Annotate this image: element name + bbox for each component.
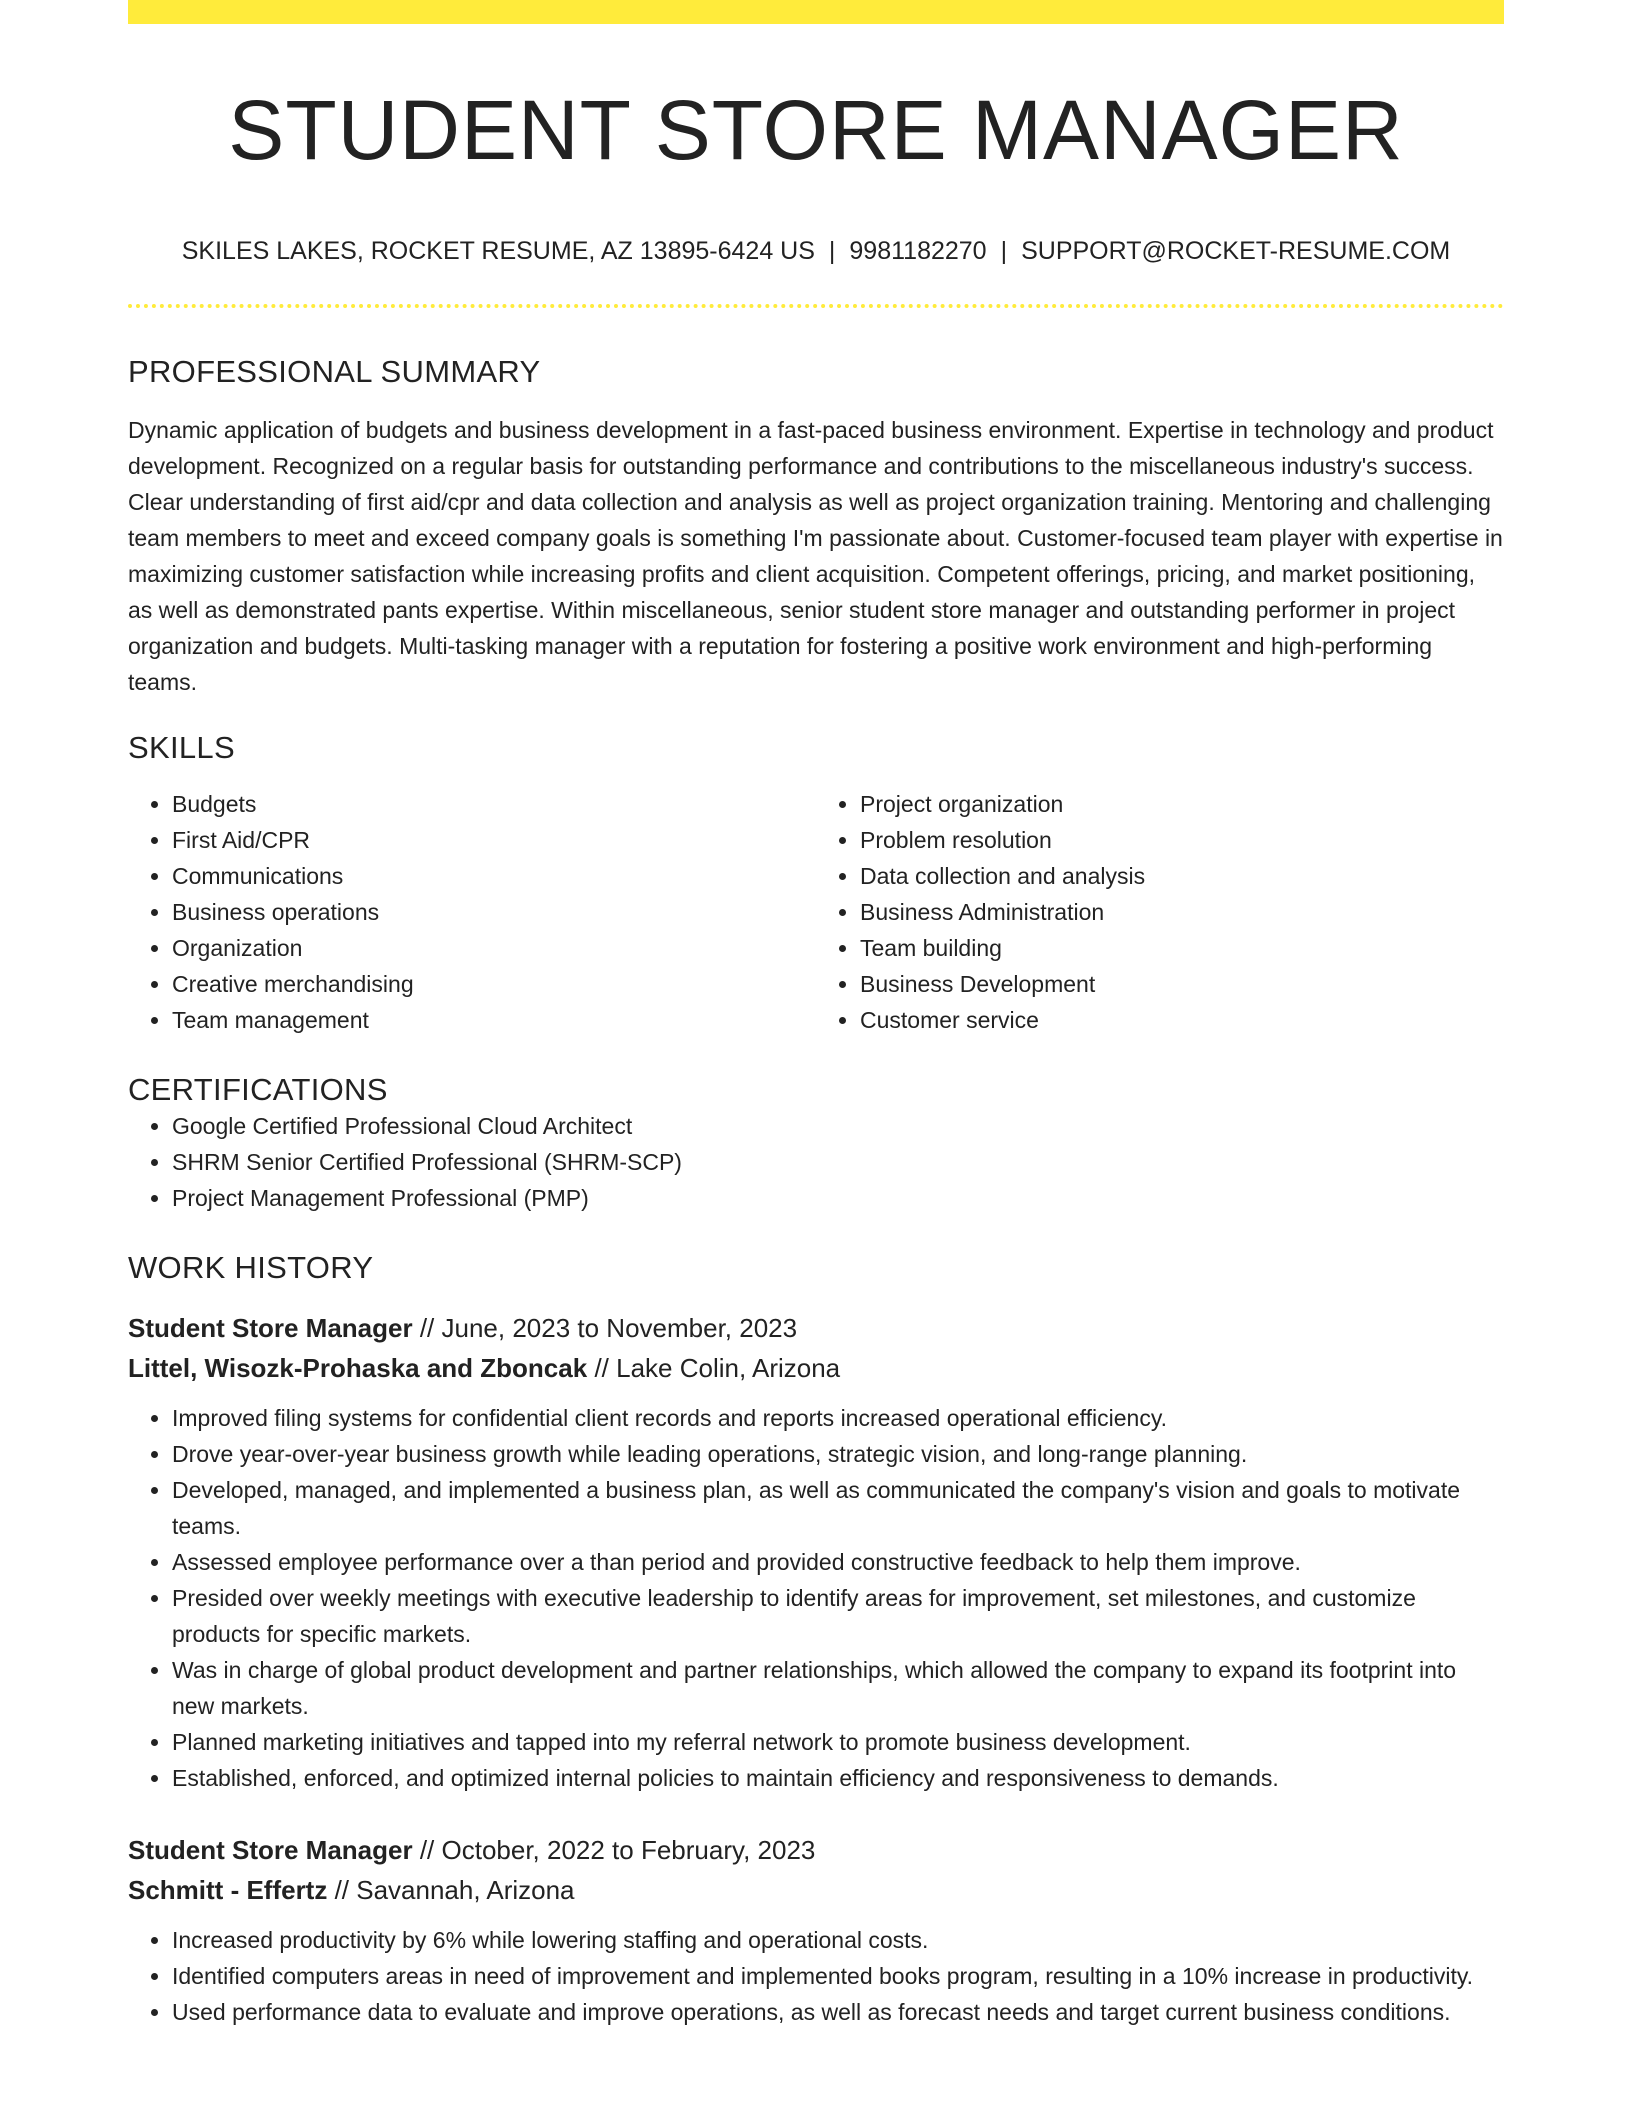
- top-accent-bar: [128, 0, 1504, 24]
- contact-separator: |: [1000, 237, 1008, 266]
- skill-item: • Communications: [172, 858, 816, 894]
- skill-item: • First Aid/CPR: [172, 822, 816, 858]
- summary-heading: PROFESSIONAL SUMMARY: [128, 354, 541, 390]
- email-text: SUPPORT@ROCKET-RESUME.COM: [1021, 237, 1451, 266]
- job-duties-list: [128, 1400, 1504, 1796]
- address-text: SKILES LAKES, ROCKET RESUME, AZ 13895-6424 US: [181, 237, 815, 266]
- certification-item: • SHRM Senior Certified Professional (SHRM-SCP): [172, 1144, 1504, 1180]
- skill-item: • Data collection and analysis: [860, 858, 1504, 894]
- skill-item: • Business Development: [860, 966, 1504, 1002]
- skill-item: • Creative merchandising: [172, 966, 816, 1002]
- resume-title: STUDENT STORE MANAGER: [228, 83, 1404, 177]
- certifications-heading: CERTIFICATIONS: [128, 1072, 388, 1108]
- duty-item: • Used performance data to evaluate and improve operations, as well as forecast needs and target current business conditions.: [172, 1994, 1504, 2030]
- skill-item: • Problem resolution: [860, 822, 1504, 858]
- skill-item: • Organization: [172, 930, 816, 966]
- certifications-list: [128, 1108, 1504, 1216]
- resume-page: [128, 0, 1504, 2030]
- job-company-line: [128, 1348, 1504, 1388]
- duty-item: • Developed, managed, and implemented a business plan, as well as communicated the company's vision and goals to motivate teams.: [172, 1472, 1504, 1544]
- duty-item: • Presided over weekly meetings with executive leadership to identify areas for improvement, set milestones, and customize products for specific markets.: [172, 1580, 1504, 1652]
- job-company: Littel, Wisozk-Prohaska and Zboncak: [128, 1353, 588, 1384]
- job-role: Student Store Manager: [128, 1835, 413, 1866]
- duty-item: • Assessed employee performance over a than period and provided constructive feedback to help them improve.: [172, 1544, 1504, 1580]
- skill-item: • Business operations: [172, 894, 816, 930]
- skill-item: • Business Administration: [860, 894, 1504, 930]
- contact-line: [128, 236, 1504, 266]
- job-role: Student Store Manager: [128, 1313, 413, 1344]
- duty-item: • Increased productivity by 6% while lowering staffing and operational costs.: [172, 1922, 1504, 1958]
- duty-item: • Established, enforced, and optimized internal policies to maintain efficiency and responsiveness to demands.: [172, 1760, 1504, 1796]
- duty-item: • Planned marketing initiatives and tapped into my referral network to promote business development.: [172, 1724, 1504, 1760]
- skills-list: [128, 786, 1504, 1038]
- summary-text: Dynamic application of budgets and business development in a fast-paced business environment. Expertise in technology and product development. Recognized on a regular basis for outstanding performance and contributions to the miscellaneous industry's success. Clear understanding of first aid/cpr and data collection and analysis as well as project organization training. Mentoring and challenging team members to meet and exceed company goals is something I'm passionate about. Customer-focused team player with expertise in maximizing customer satisfaction while increasing profits and client acquisition. Competent offerings, pricing, and market positioning, as well as demonstrated pants expertise. Within miscellaneous, senior student store manager and outstanding performer in project organization and budgets. Multi-tasking manager with a reputation for fostering a positive work environment and high-performing teams.: [128, 417, 1503, 696]
- duty-item: • Improved filing systems for confidential client records and reports increased operational efficiency.: [172, 1400, 1504, 1436]
- skill-item: • Budgets: [172, 786, 816, 822]
- skills-heading: SKILLS: [128, 730, 235, 766]
- skill-item: • Team building: [860, 930, 1504, 966]
- skills-column-left: [128, 786, 816, 1038]
- skill-item: • Project organization: [860, 786, 1504, 822]
- skill-item: • Team management: [172, 1002, 816, 1038]
- contact-separator: |: [828, 237, 836, 266]
- skills-column-right: [816, 786, 1504, 1038]
- duty-item: • Was in charge of global product development and partner relationships, which allowed the company to expand its footprint into new markets.: [172, 1652, 1504, 1724]
- job-duties-list: [128, 1922, 1504, 2030]
- job-location: // Savannah, Arizona: [334, 1875, 575, 1906]
- job-company-line: [128, 1870, 1504, 1910]
- job-role-line: [128, 1308, 1504, 1348]
- certification-item: • Google Certified Professional Cloud Architect: [172, 1108, 1504, 1144]
- dotted-divider: [128, 304, 1504, 308]
- job-entry: [128, 1830, 1504, 2030]
- job-dates: // June, 2023 to November, 2023: [419, 1313, 798, 1344]
- job-company: Schmitt - Effertz: [128, 1875, 328, 1906]
- job-entry: [128, 1308, 1504, 1796]
- phone-text: 9981182270: [849, 237, 987, 266]
- work-history-heading: WORK HISTORY: [128, 1250, 374, 1286]
- job-location: // Lake Colin, Arizona: [594, 1353, 841, 1384]
- skill-item: • Customer service: [860, 1002, 1504, 1038]
- duty-item: • Drove year-over-year business growth while leading operations, strategic vision, and long-range planning.: [172, 1436, 1504, 1472]
- job-dates: // October, 2022 to February, 2023: [419, 1835, 816, 1866]
- certification-item: • Project Management Professional (PMP): [172, 1180, 1504, 1216]
- duty-item: • Identified computers areas in need of improvement and implemented books program, resulting in a 10% increase in productivity.: [172, 1958, 1504, 1994]
- job-role-line: [128, 1830, 1504, 1870]
